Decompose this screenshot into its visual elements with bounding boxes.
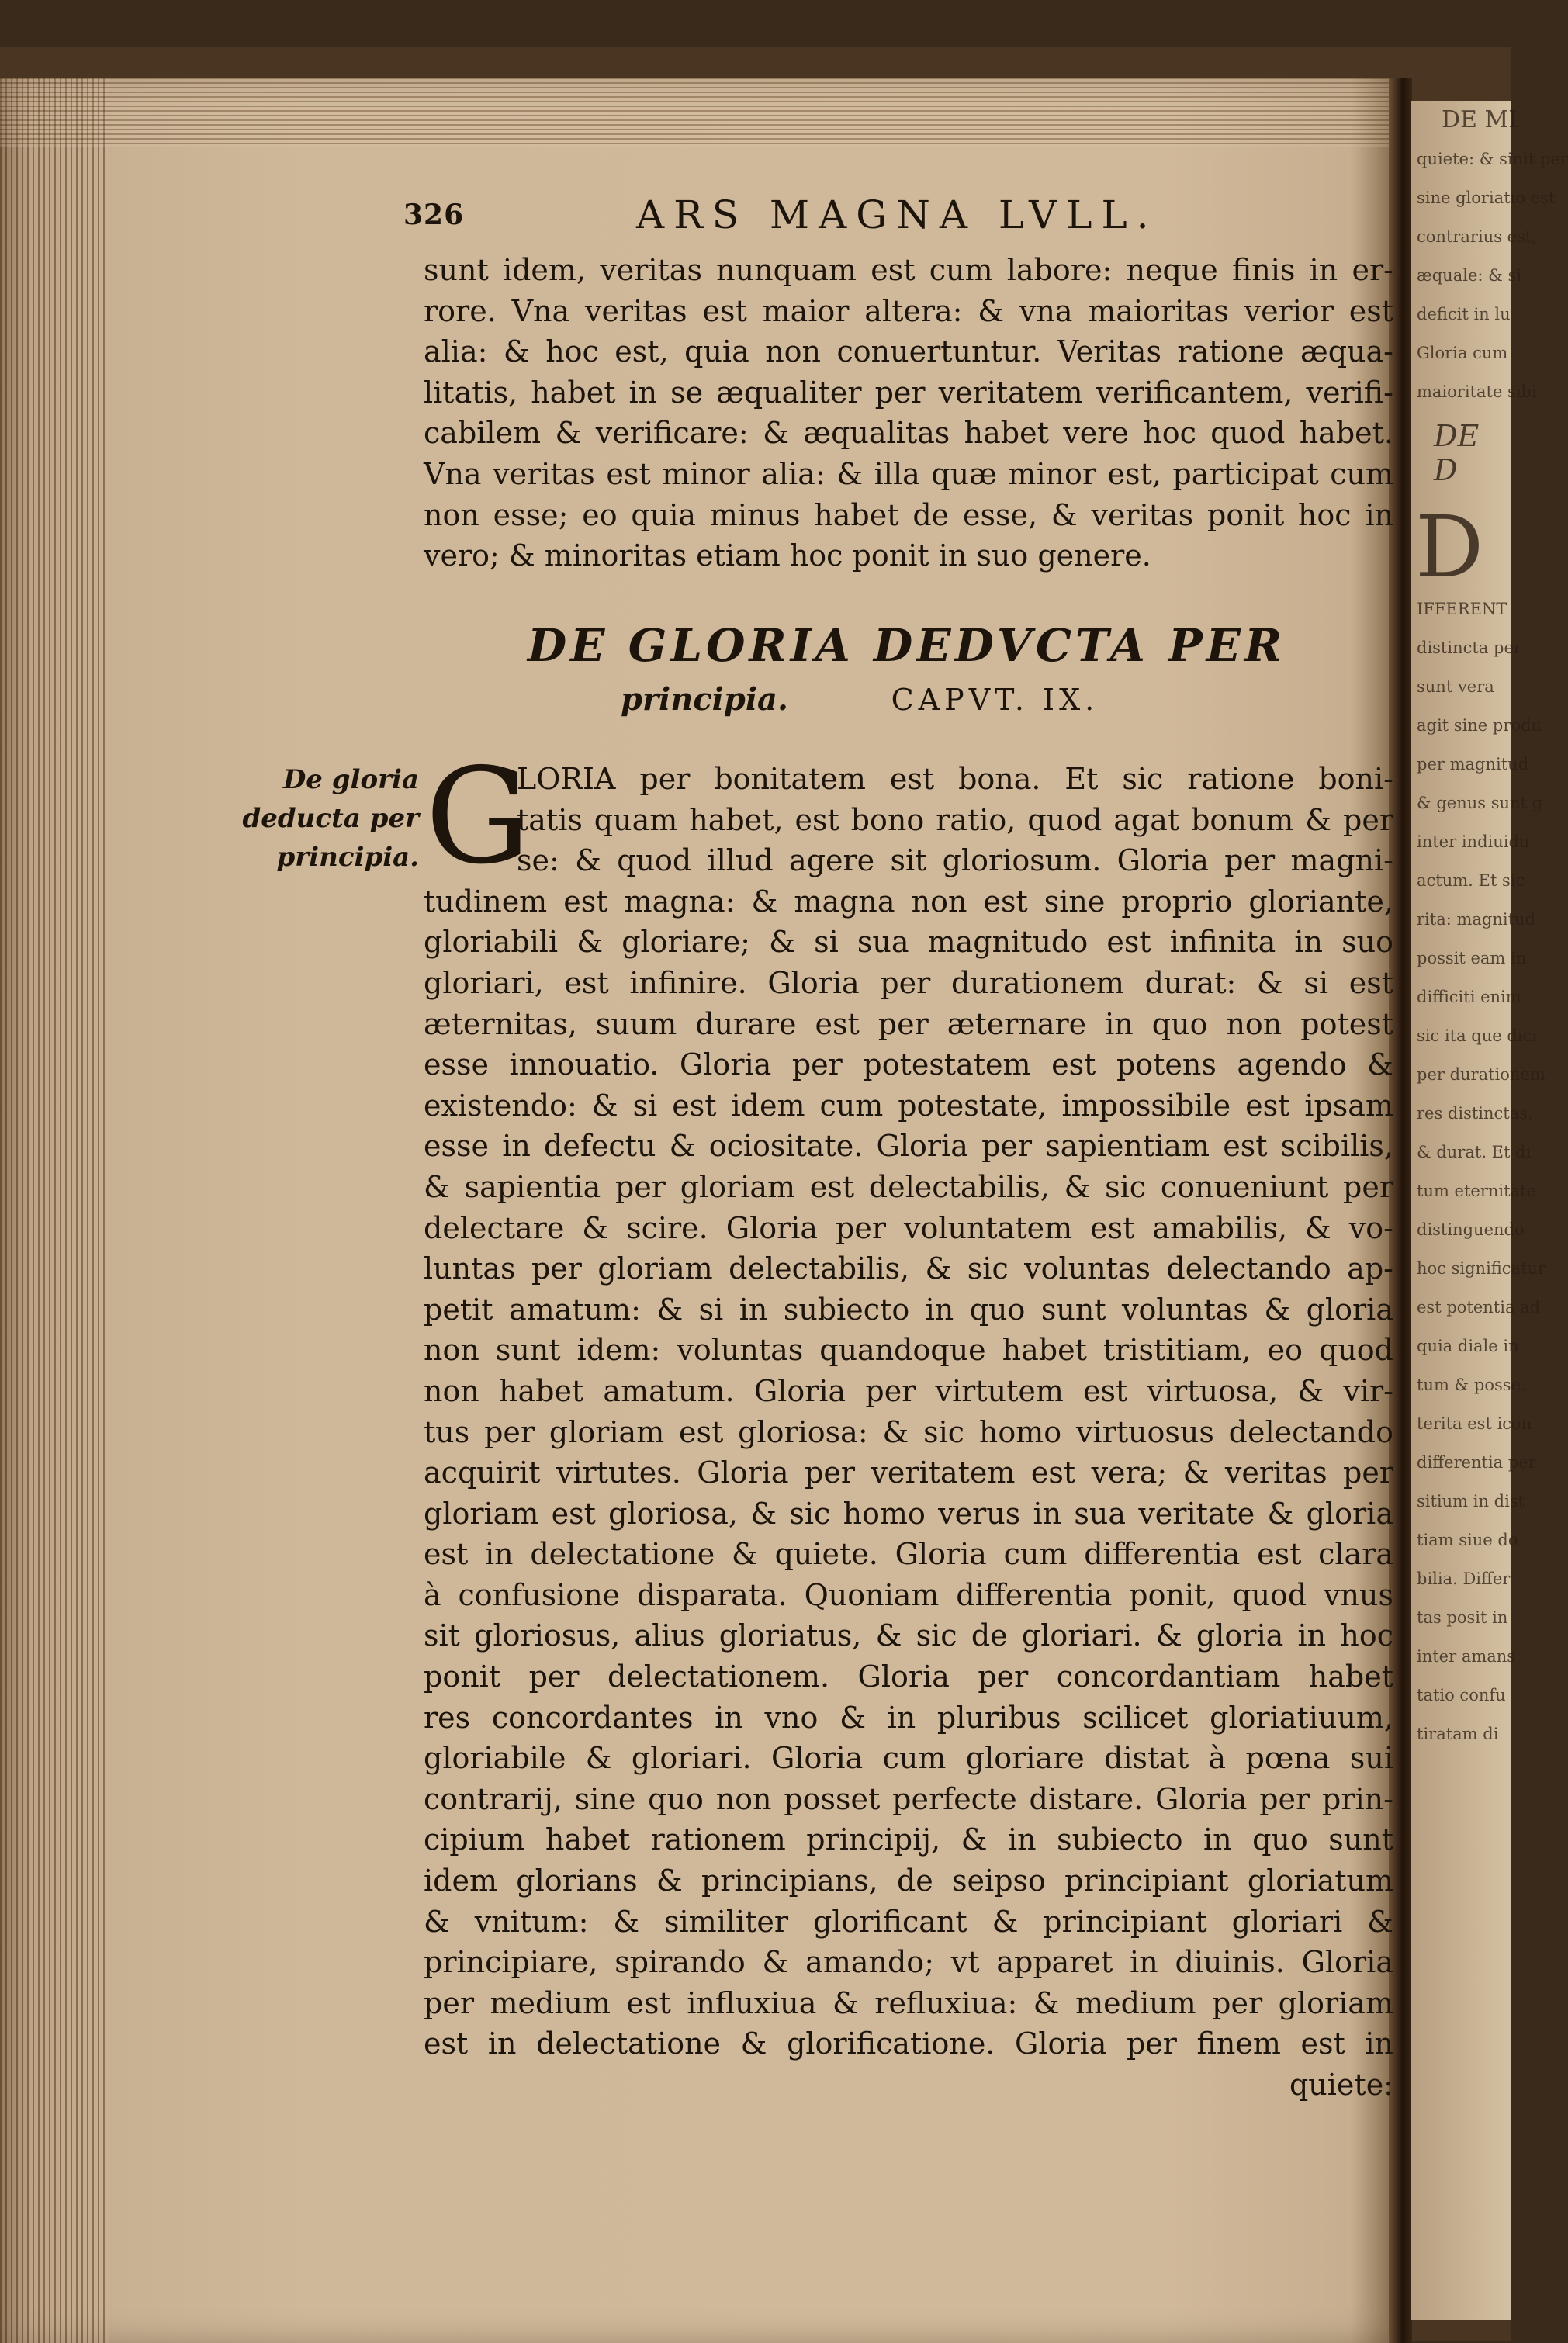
chapter-number: CAPVT. IX. bbox=[891, 683, 1099, 717]
facing-line: possit eam in bbox=[1417, 949, 1527, 967]
facing-line: est potentia ad bbox=[1417, 1298, 1541, 1317]
text-line: non esse; eo quia minus habet de esse, & veritas ponit hoc in bbox=[424, 497, 1393, 532]
facing-running-title: DE MI bbox=[1442, 106, 1518, 133]
text-line: gloriabili & gloriare; & si sua magnitudo est infinita in suo bbox=[424, 925, 1393, 960]
facing-line: inter amans bbox=[1417, 1647, 1516, 1666]
text-line: est in delectatione & glorificatione. Gloria per finem est in bbox=[424, 2026, 1393, 2061]
text-line: petit amatum: & si in subiecto in quo sunt voluntas & gloria bbox=[424, 1292, 1393, 1327]
text-line: alia: & hoc est, quia non conuertuntur. Veritas ratione æqua- bbox=[424, 334, 1393, 369]
text-line: contrarij, sine quo non posset perfecte distare. Gloria per prin- bbox=[424, 1781, 1393, 1816]
text-line: non habet amatum. Gloria per virtutem est virtuosa, & vir- bbox=[424, 1373, 1393, 1408]
facing-line: contrarius est, bbox=[1417, 227, 1537, 246]
book-spread bbox=[0, 47, 1568, 2341]
facing-line: quiete: & sinit per bbox=[1417, 150, 1568, 168]
text-line: & vnitum: & similiter glorificant & principiant gloriari & bbox=[424, 1904, 1393, 1939]
facing-line: Gloria cum bbox=[1417, 344, 1508, 362]
chapter-subtitle-row bbox=[621, 681, 1099, 718]
text-line: per medium est influxiua & refluxiua: & medium per gloriam bbox=[424, 1985, 1393, 2020]
facing-line: æquale: & si bbox=[1417, 266, 1521, 285]
facing-line: distincta per bbox=[1417, 639, 1521, 657]
text-line: se: & quod illud agere sit gloriosum. Gloria per magni- bbox=[517, 843, 1393, 878]
text-line: gloriabile & gloriari. Gloria cum gloriare distat à pœna sui bbox=[424, 1741, 1393, 1776]
page-edges bbox=[0, 78, 109, 2343]
facing-line: & durat. Et di bbox=[1417, 1143, 1532, 1161]
text-line: cabilem & verificare: & æqualitas habet vere hoc quod habet. bbox=[424, 416, 1393, 451]
text-line: esse in defectu & ociositate. Gloria per sapientiam est scibilis, bbox=[424, 1129, 1393, 1164]
text-line: cipium habet rationem principij, & in subiecto in quo sunt bbox=[424, 1822, 1393, 1857]
paragraph-2 bbox=[424, 740, 1393, 2106]
text-line: & sapientia per gloriam est delectabilis, & sic conueniunt per bbox=[424, 1169, 1393, 1204]
text-line: Vna veritas est minor alia: & illa quæ minor est, participat cum bbox=[424, 456, 1393, 491]
text-line: luntas per gloriam delectabilis, & sic voluntas delectando ap- bbox=[424, 1251, 1393, 1286]
text-line: à confusione disparata. Quoniam differentia ponit, quod vnus bbox=[424, 1577, 1393, 1612]
text-line: gloriari, est infinire. Gloria per durationem durat: & si est bbox=[424, 965, 1393, 1000]
chapter-title: DE GLORIA DEDVCTA PER bbox=[528, 619, 1286, 672]
facing-line: sunt vera bbox=[1417, 677, 1494, 696]
facing-page-fragment bbox=[1411, 101, 1568, 2320]
text-line: ponit per delectationem. Gloria per concordantiam habet bbox=[424, 1659, 1393, 1694]
text-line: existendo: & si est idem cum potestate, impossibile est ipsam bbox=[424, 1088, 1393, 1123]
text-line: vero; & minoritas etiam hoc ponit in suo genere. bbox=[424, 538, 1151, 573]
facing-line: inter indiuidu bbox=[1417, 832, 1530, 851]
facing-line: distinguendo bbox=[1417, 1220, 1525, 1239]
facing-dropcap: D bbox=[1415, 497, 1484, 597]
facing-line: deficit in lu bbox=[1417, 305, 1511, 324]
text-line: LORIA per bonitatem est bona. Et sic ratione boni- bbox=[517, 762, 1393, 796]
text-line: tatis quam habet, est bono ratio, quod agat bonum & per bbox=[517, 802, 1393, 837]
text-line: res concordantes in vno & in pluribus scilicet gloriatiuum, bbox=[424, 1700, 1393, 1735]
text-line: gloriam est gloriosa, & sic homo verus in sua veritate & gloria bbox=[424, 1496, 1393, 1531]
facing-line: tatio confu bbox=[1417, 1686, 1506, 1704]
text-line: tudinem est magna: & magna non est sine proprio gloriante, bbox=[424, 884, 1393, 919]
drop-capital: G bbox=[425, 740, 531, 894]
text-line: non sunt idem: voluntas quandoque habet tristitiam, eo quod bbox=[424, 1333, 1393, 1368]
margin-note bbox=[233, 760, 419, 877]
text-line: est in delectatione & quiete. Gloria cum differentia est clara bbox=[424, 1537, 1393, 1572]
top-page-edges bbox=[0, 78, 1397, 147]
facing-line: bilia. Differ bbox=[1417, 1569, 1511, 1588]
margin-note-line: De gloria bbox=[282, 764, 419, 795]
facing-line: sitium in dist bbox=[1417, 1492, 1525, 1511]
text-line: sunt idem, veritas nunquam est cum labore: neque finis in er- bbox=[424, 253, 1393, 287]
facing-line: IFFERENT bbox=[1417, 600, 1507, 618]
facing-line: agit sine produ bbox=[1417, 716, 1542, 735]
facing-line: tum & posse. bbox=[1417, 1376, 1526, 1394]
text-line: delectare & scire. Gloria per voluntatem est amabilis, & vo- bbox=[424, 1210, 1393, 1245]
facing-line: tum eternitate bbox=[1417, 1182, 1536, 1200]
text-line: litatis, habet in se æqualiter per veritatem verificantem, verifi- bbox=[424, 375, 1393, 410]
facing-line: per magnitud bbox=[1417, 755, 1529, 774]
facing-line: hoc significatur bbox=[1417, 1259, 1546, 1278]
facing-line: tiam siue do bbox=[1417, 1531, 1518, 1549]
text-line: esse innouatio. Gloria per potestatem est potens agendo & bbox=[424, 1047, 1393, 1082]
facing-line: maioritate sibi bbox=[1417, 382, 1537, 401]
text-line: principiare, spirando & amando; vt apparet in diuinis. Gloria bbox=[424, 1945, 1393, 1980]
facing-line: sic ita que dici bbox=[1417, 1026, 1537, 1045]
facing-line: res distinctas, bbox=[1417, 1104, 1533, 1123]
text-line: sit gloriosus, alius gloriatus, & sic de gloriari. & gloria in hoc bbox=[424, 1618, 1393, 1653]
text-line: acquirit virtutes. Gloria per veritatem est vera; & veritas per bbox=[424, 1455, 1393, 1490]
chapter-subtitle: principia. bbox=[621, 681, 788, 718]
facing-line: actum. Et sic bbox=[1417, 871, 1525, 890]
text-line: tus per gloriam est gloriosa: & sic homo virtuosus delectando bbox=[424, 1414, 1393, 1449]
facing-line: difficiti enim bbox=[1417, 988, 1521, 1006]
facing-line: per durationem bbox=[1417, 1065, 1546, 1084]
catchword: quiete: bbox=[1289, 2068, 1393, 2102]
facing-line: differentia per bbox=[1417, 1453, 1536, 1472]
facing-line: quia diale in bbox=[1417, 1337, 1519, 1355]
facing-line: & genus sunt g bbox=[1417, 794, 1543, 812]
text-line: æternitas, suum durare est per æternare in quo non potest bbox=[424, 1006, 1393, 1041]
running-title: ARS MAGNA LVLL. bbox=[636, 192, 1158, 237]
facing-line: rita: magnitud bbox=[1417, 910, 1535, 929]
facing-line: terita est icon bbox=[1417, 1414, 1532, 1433]
text-line: idem glorians & principians, de seipso principiant gloriatum bbox=[424, 1864, 1393, 1898]
paragraph-1 bbox=[424, 250, 1393, 576]
page-number: 326 bbox=[403, 199, 465, 231]
facing-chapter-head: DE D bbox=[1434, 419, 1480, 487]
facing-line: sine gloriatio est bbox=[1417, 189, 1556, 207]
facing-line: tiratam di bbox=[1417, 1725, 1499, 1743]
margin-note-line: deducta per bbox=[242, 803, 419, 834]
facing-line: tas posit in bbox=[1417, 1608, 1508, 1627]
text-line: rore. Vna veritas est maior altera: & vna maioritas verior est bbox=[424, 293, 1393, 328]
margin-note-line: principia. bbox=[276, 842, 419, 873]
